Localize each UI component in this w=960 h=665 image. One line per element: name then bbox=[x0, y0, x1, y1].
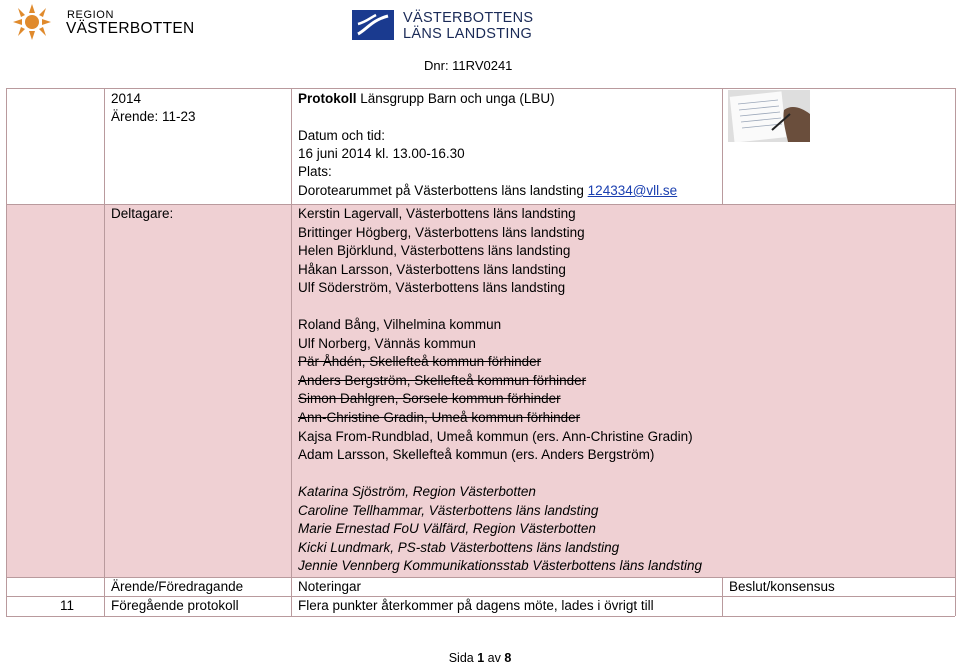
participant-item: Katarina Sjöström, Region Västerbotten bbox=[298, 484, 536, 499]
notebook-writing-icon bbox=[728, 90, 810, 142]
landsting-logo-line2: LÄNS LANDSTING bbox=[403, 26, 533, 42]
participant-item-cancelled: Pär Åhdén, Skellefteå kommun förhinder bbox=[298, 354, 542, 370]
participant-item: Ulf Norberg, Vännäs kommun bbox=[298, 335, 476, 351]
region-sun-icon bbox=[10, 2, 54, 42]
participants-group-1 bbox=[298, 205, 585, 298]
notebook-photo bbox=[728, 90, 810, 142]
participant-item: Marie Ernestad FoU Välfärd, Region Västerbotten bbox=[298, 521, 596, 537]
plats-email-link[interactable]: 124334@vll.se bbox=[587, 183, 678, 198]
col-divider-agenda-3 bbox=[722, 577, 723, 616]
page-footer bbox=[0, 651, 960, 665]
participant-item: Håkan Larsson, Västerbottens läns landsting bbox=[298, 261, 566, 277]
meeting-arende: Ärende: 11-23 bbox=[111, 109, 196, 124]
table-left-border bbox=[6, 88, 7, 616]
participant-item: Kerstin Lagervall, Västerbottens läns landsting bbox=[298, 206, 576, 221]
participant-item-cancelled: Anders Bergström, Skellefteå kommun förhinder bbox=[298, 372, 587, 388]
datum-label: Datum och tid: bbox=[298, 128, 386, 143]
participant-item: Caroline Tellhammar, Västerbottens läns landsting bbox=[298, 502, 599, 518]
table-top-border bbox=[6, 88, 955, 89]
region-vasterbotten-logo bbox=[10, 2, 200, 44]
plats-value bbox=[298, 182, 677, 201]
col-divider-3 bbox=[722, 88, 723, 204]
document-number: Dnr: 11RV0241 bbox=[424, 58, 513, 73]
protocol-title bbox=[298, 90, 555, 109]
participants-group-3 bbox=[298, 483, 702, 576]
protocol-title-rest: Länsgrupp Barn och unga (LBU) bbox=[356, 91, 555, 106]
region-logo-line2: VÄSTERBOTTEN bbox=[66, 20, 195, 37]
agenda-header-noteringar: Noteringar bbox=[298, 579, 362, 594]
agenda-header-arende: Ärende/Föredragande bbox=[111, 579, 244, 594]
participant-item: Jennie Vennberg Kommunikationsstab Västerbottens läns landsting bbox=[298, 558, 702, 574]
table-bottom-border bbox=[6, 616, 955, 617]
col-divider-2 bbox=[291, 88, 292, 616]
footer-page: 1 bbox=[477, 651, 485, 665]
agenda-header-beslut: Beslut/konsensus bbox=[729, 579, 835, 594]
agenda-row-note: Flera punkter återkommer på dagens möte, lades i övrigt till bbox=[298, 598, 654, 613]
meeting-year: 2014 bbox=[111, 91, 142, 106]
participants-group-2 bbox=[298, 316, 693, 465]
table-right-border bbox=[955, 88, 956, 616]
participant-item: Kicki Lundmark, PS-stab Västerbottens läns landsting bbox=[298, 539, 620, 555]
participant-item: Brittinger Högberg, Västerbottens läns landsting bbox=[298, 224, 585, 240]
landsting-mark-icon bbox=[352, 10, 394, 40]
participant-item-cancelled: Simon Dahlgren, Sorsele kommun förhinder bbox=[298, 391, 561, 407]
col-divider-agenda-1 bbox=[104, 577, 105, 616]
region-logo-line1: REGION bbox=[67, 9, 114, 21]
landsting-logo-line1: VÄSTERBOTTENS bbox=[403, 10, 534, 26]
participant-item: Kajsa From-Rundblad, Umeå kommun (ers. Ann-Christine Gradin) bbox=[298, 428, 693, 444]
participant-item: Adam Larsson, Skellefteå kommun (ers. Anders Bergström) bbox=[298, 447, 655, 463]
plats-text: Dorotearummet på Västerbottens läns landsting bbox=[298, 183, 588, 198]
col-divider-1 bbox=[104, 88, 105, 577]
participant-item: Helen Björklund, Västerbottens läns landsting bbox=[298, 243, 571, 259]
plats-label: Plats: bbox=[298, 164, 332, 179]
participant-item: Ulf Söderström, Västerbottens läns landsting bbox=[298, 280, 566, 296]
agenda-row-number: 11 bbox=[60, 598, 75, 613]
agenda-row-item: Föregående protokoll bbox=[111, 598, 239, 613]
participant-item-cancelled: Ann-Christine Gradin, Umeå kommun förhinder bbox=[298, 409, 581, 425]
datum-value: 16 juni 2014 kl. 13.00-16.30 bbox=[298, 146, 465, 161]
participants-label: Deltagare: bbox=[111, 206, 174, 221]
participant-item: Roland Bång, Vilhelmina kommun bbox=[298, 317, 502, 332]
landsting-logo bbox=[352, 10, 552, 44]
footer-total: 8 bbox=[504, 651, 512, 665]
footer-mid: av bbox=[484, 651, 505, 665]
footer-prefix: Sida bbox=[448, 651, 478, 665]
protocol-title-bold: Protokoll bbox=[298, 91, 357, 106]
